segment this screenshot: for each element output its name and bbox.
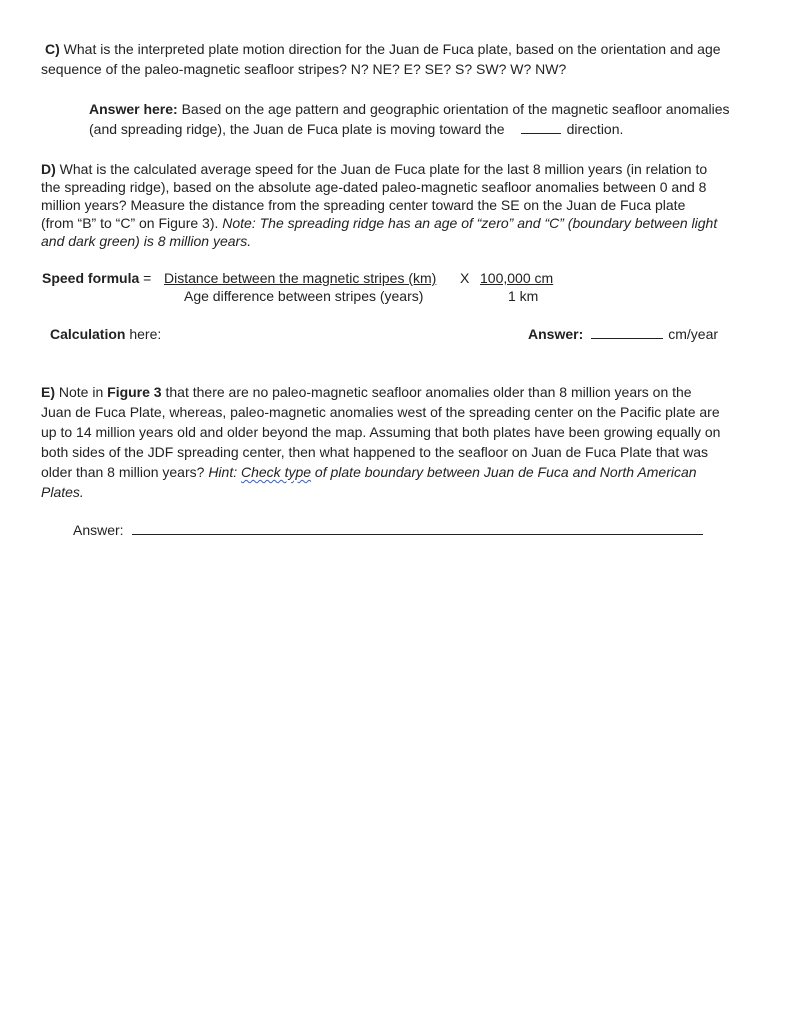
question-d-note-end: and dark green) is 8 million years. [41,233,252,249]
question-d-line-4 [41,214,717,232]
question-d [41,160,717,250]
answer-c-line-1 [89,99,730,119]
question-e-line-3: up to 14 million years old and older beyond the map. Assuming that both plates have been growing equally on [41,424,721,440]
speed-formula-label: Speed formula [42,270,140,286]
calculation-label [50,324,161,344]
conversion-denominator: 1 km [508,288,539,304]
question-e-line-5 [41,462,720,482]
speed-answer-blank[interactable] [591,326,663,339]
question-c-letter: C) [45,41,60,57]
answer-c-text-1: Based on the age pattern and geographic orientation of the magnetic seafloor anomalies [177,101,730,117]
hint-label: Hint: [208,464,241,480]
question-e-text-1a: Note in [55,384,108,400]
question-d-line-5 [41,232,717,250]
calculation-label-bold: Calculation [50,326,126,342]
answer-e-blank[interactable] [132,522,703,535]
speed-answer-row [528,324,718,344]
question-c-line-1 [45,39,721,59]
speed-answer-label: Answer: [528,326,584,342]
question-e [41,382,720,502]
question-e-letter: E) [41,384,55,400]
answer-c-text-2: (and spreading ridge), the Juan de Fuca plate is moving toward the [89,121,505,137]
direction-answer-blank[interactable] [521,121,561,134]
question-d-note: Note: The spreading ridge has an age of “zero” and “C” (boundary between light [222,215,718,231]
calculation-label-rest: here: [125,326,162,342]
question-e-line-4: both sides of the JDF spreading center, then what happened to the seafloor on Juan de Fuca Plate that was [41,444,708,460]
question-c-line-2: sequence of the paleo-magnetic seafloor stripes? N? NE? E? SE? S? SW? W? NW? [41,61,567,77]
answer-c-text-3: direction. [566,121,624,137]
question-d-text-4a: (from “B” to “C” on Figure 3). [41,215,223,231]
question-d-letter: D) [41,161,56,177]
question-e-line-2: Juan de Fuca Plate, whereas, paleo-magnetic anomalies west of the spreading center on the Pacific plate are [41,404,720,420]
hint-spellcheck-phrase: Check type [241,464,312,480]
answer-c-label: Answer here: [89,101,178,117]
speed-formula-row [42,268,155,288]
answer-e-label: Answer: [73,522,124,538]
question-d-text-1: What is the calculated average speed for the Juan de Fuca plate for the last 8 million years (in relation to [55,161,708,177]
question-d-line-2: the spreading ridge), based on the absolute age-dated paleo-magnetic seafloor anomalies between 0 and 8 [41,179,707,195]
question-d-line-1 [41,160,717,178]
question-e-text-5a: older than 8 million years? [41,464,209,480]
question-e-text-1c: that there are no paleo-magnetic seafloor anomalies older than 8 million years on the [161,384,692,400]
speed-unit: cm/year [668,326,719,342]
formula-denominator: Age difference between stripes (years) [184,288,424,304]
answer-e-row [73,520,703,540]
figure-3-reference: Figure 3 [107,384,162,400]
question-e-line-1 [41,382,720,402]
answer-c-line-2 [89,119,623,139]
question-c-text-1: What is the interpreted plate motion direction for the Juan de Fuca plate, based on the orientation and age [59,41,721,57]
question-d-line-3: million years? Measure the distance from the spreading center toward the SE on the Juan de Fuca plate [41,197,686,213]
formula-numerator: Distance between the magnetic stripes (km) [164,270,437,286]
speed-formula-equals: = [139,270,156,286]
hint-text-end: Plates. [41,484,84,500]
hint-text: of plate boundary between Juan de Fuca and North American [311,464,697,480]
question-e-line-6 [41,482,720,502]
formula-times: X [460,270,470,286]
conversion-numerator: 100,000 cm [480,270,554,286]
